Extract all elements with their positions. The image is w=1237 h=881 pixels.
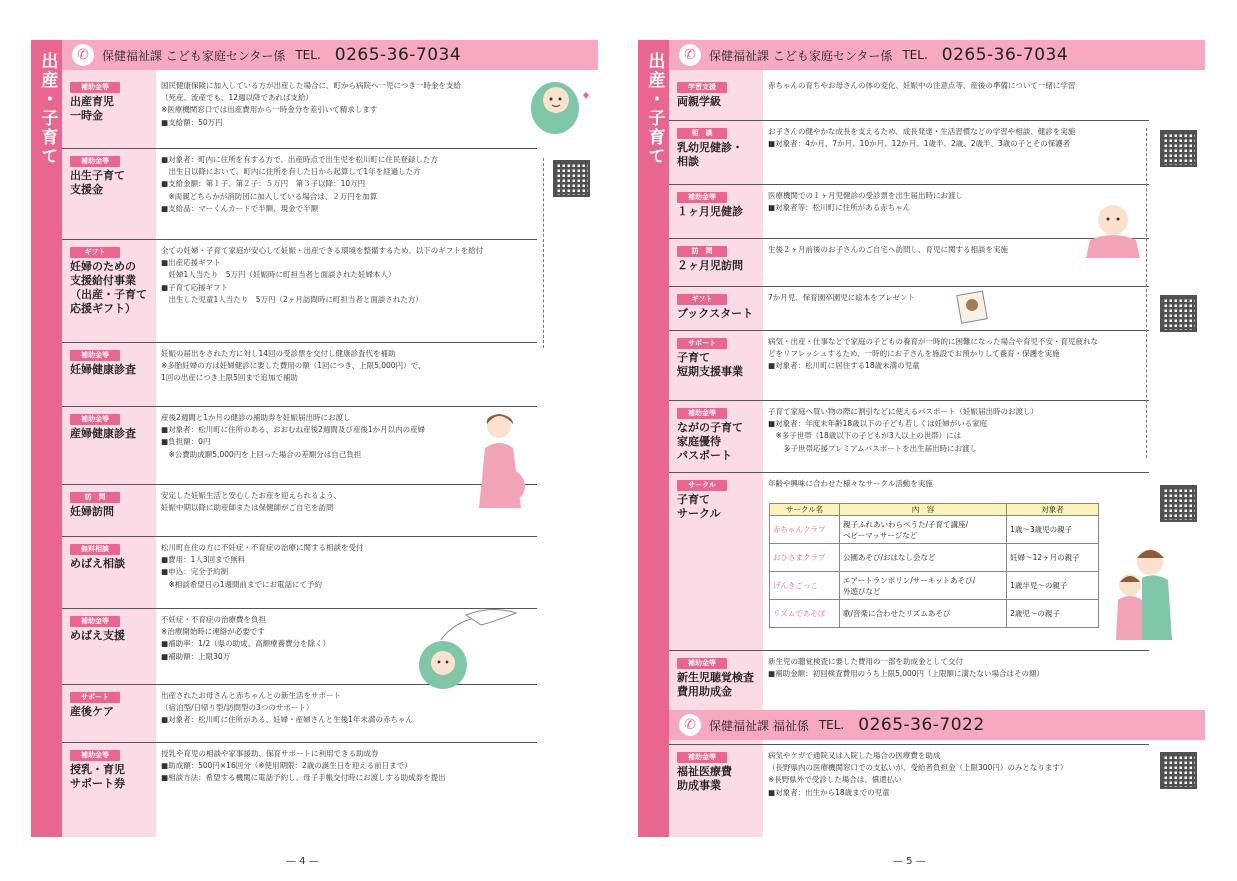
category-badge: 補助金等 xyxy=(677,408,727,419)
qr-divider xyxy=(543,158,544,348)
item-title: 出生子育て 支援金 xyxy=(70,169,125,196)
row-divider xyxy=(62,148,537,149)
item-description: お子さんの健やかな成長を支えるため、成長発達・生活習慣などの学習や相談、健診を実施 ■対象者：4か月、7か月、10か月、12か月、1歳半、2歳、2歳半、3歳の子とその保護者 xyxy=(768,127,1076,149)
item-title: 福祉医療費 助成事業 xyxy=(677,765,732,792)
item-title: ブックスタート xyxy=(677,307,754,320)
category-badge: 補助金等 xyxy=(677,658,727,669)
item-description: 不妊症・不育症の治療費を負担 ※治療開始時に連絡が必要です ■補助率：1/2（県の助成、高額療養費分を除く） ■補助額：上限30万 xyxy=(161,615,331,661)
item-title: めばえ支援 xyxy=(70,629,125,642)
item-title: 妊婦健康診査 xyxy=(70,363,136,376)
phone-icon: ✆ xyxy=(72,44,94,66)
qr-code xyxy=(1160,295,1197,332)
item-title: 新生児聴覚検査 費用助成金 xyxy=(677,671,754,698)
item-title: 授乳・育児 サポート券 xyxy=(70,763,125,790)
item-title: 子育て サークル xyxy=(677,493,721,520)
circle-table xyxy=(769,503,1099,628)
item-description: 年齢や興味に合わせた様々なサークル活動を実施 xyxy=(768,479,933,488)
table-cell: リズムであそぼ xyxy=(770,600,840,628)
row-divider xyxy=(62,406,537,407)
item-description: 安定した妊娠生活と安心したお産を迎えられるよう、 妊娠中期以降に助産師または保健師がご自宅を訪問 xyxy=(161,491,341,513)
category-badge: 補助金等 xyxy=(70,350,120,361)
table-header: 内 容 xyxy=(840,504,1007,516)
header-dept: 保健福祉課 福祉係 xyxy=(709,718,809,733)
category-badge: 補助金等 xyxy=(677,752,727,763)
category-badge: 無料相談 xyxy=(70,544,120,555)
category-badge: 補助金等 xyxy=(70,156,120,167)
row-divider xyxy=(62,342,537,343)
table-cell: 1歳～3歳児の親子 xyxy=(1007,516,1099,544)
row-divider xyxy=(62,536,537,537)
table-cell: 親子ふれあいわらべうた/子育て講座/ ベビーマッサージなど xyxy=(840,516,1007,544)
table-header: 対象者 xyxy=(1007,504,1099,516)
item-title: 両親学級 xyxy=(677,95,721,108)
row-divider xyxy=(669,184,1149,185)
item-description: ■対象者：町内に住所を有する方で、出産時点で出生児を松川町に住民登録した方 出生日以降において、町内に住所を有した日から起算して1年を経過した方 ■支給金額：第１子、第２子：５万円 第３子以降：10万円 ※両親どちらかが消防団に加入している場合は、２万円を加算 ■支給品：マーくんカードで半額、現金で半額 xyxy=(161,155,438,213)
table-cell: 妊婦～12ヶ月の親子 xyxy=(1007,544,1099,572)
category-badge: 訪 問 xyxy=(677,246,727,257)
item-title: 出産育児 一時金 xyxy=(70,95,114,122)
row-divider xyxy=(62,742,537,743)
baby-crawling-illustration xyxy=(1078,200,1148,265)
row-divider xyxy=(669,120,1149,121)
table-row xyxy=(770,516,1099,544)
picture-book-illustration xyxy=(956,290,990,324)
category-badge: 相 談 xyxy=(677,128,727,139)
header-tel-number: 0265-36-7034 xyxy=(334,45,462,65)
row-divider xyxy=(669,400,1149,401)
item-description: 医療機関での１ヶ月児健診の受診票を出生届出時にお渡し ■対象者等：松川町に住所がある赤ちゃん xyxy=(768,191,963,213)
item-title: 産婦健康診査 xyxy=(70,427,136,440)
header-dept: 保健福祉課 こども家庭センター係 xyxy=(709,48,893,63)
stork-baby-illustration xyxy=(411,605,521,700)
table-cell: おひさまクラブ xyxy=(770,544,840,572)
category-badge: ギフト xyxy=(70,247,120,258)
item-description: 松川町在住の方に不妊症・不育症の治療に関する相談を受付 ■費用：1人3回まで無料 ■申込：完全予約制 ※相談希望日の1週間前までにお電話にて予約 xyxy=(161,543,364,589)
category-badge: 補助金等 xyxy=(677,192,727,203)
qr-code xyxy=(1160,130,1197,167)
item-description: 新生児の聴覚検査に要した費用の一部を助成金として交付 ■補助金額：初回検査費用のうち上限5,000円（上限額に満たない場合はその額） xyxy=(768,657,1045,679)
item-description: 病気・出産・仕事などで家庭の子どもの養育が一時的に困難になった場合や育児不安・育児疲れな どをリフレッシュするため、一時的にお子さんを施設でお預かりして養育・保護を実施 ■対象者：松川町に居住する18歳未満の児童 xyxy=(768,337,1098,371)
table-cell: 歌/音楽に合わせたリズムあそび xyxy=(840,600,1007,628)
table-cell: エアートランポリン/サーキットあそび/ 外遊びなど xyxy=(840,572,1007,600)
item-description: 子育て家庭へ買い物の際に割引などに使えるパスポート（妊娠届出時のお渡し） ■対象者：年度末年齢18歳以下の子ども若しくは妊婦がいる家庭 ※多子世帯（18歳以下の子どもが3人以上の世帯）には 多子世帯応援プレミアムパスポートを出生届出時にお渡し xyxy=(768,407,1038,453)
right-header xyxy=(669,40,1205,70)
qr-code xyxy=(1160,752,1197,789)
qr-code xyxy=(1160,485,1197,522)
header-dept: 保健福祉課 こども家庭センター係 xyxy=(102,48,286,63)
item-title: 妊婦訪問 xyxy=(70,505,114,518)
header-tel-label: TEL. xyxy=(902,48,928,62)
header-tel-label: TEL. xyxy=(295,48,321,62)
item-title: 産後ケア xyxy=(70,705,114,718)
mother-child-illustration xyxy=(1108,540,1178,650)
row-divider xyxy=(669,286,1149,287)
item-description: 授乳や育児の相談や家事援助、保育サポートに利用できる助成券 ■助成額：500円×16回分（※使用期限：2歳の誕生日を迎える前日まで） ■相談方法：希望する機関に電話予約し、母子手帳交付時にお渡しする助成券を提出 xyxy=(161,749,446,783)
table-cell: げんきごっこ xyxy=(770,572,840,600)
row-divider xyxy=(669,238,1149,239)
table-row xyxy=(770,544,1099,572)
row-divider xyxy=(669,744,1149,745)
item-description: 出産されたお母さんと赤ちゃんとの新生活をサポート （宿泊型/日帰り型/訪問型の3つのサポート） ■対象者：松川町に住所がある、妊婦・産婦さんと生後1年未満の赤ちゃん xyxy=(161,691,413,725)
item-description: 生後２ヶ月前後のお子さんのご自宅へ訪問し、育児に関する相談を実施 xyxy=(768,245,1008,254)
phone-icon: ✆ xyxy=(679,714,701,736)
header-tel-label: TEL. xyxy=(818,718,845,732)
item-description: 産後2週間と1か月の健診の補助券を妊娠届出時にお渡し ■対象者：松川町に住所のある、おおむね産後2週間及び産後1か月以内の産婦 ■負担額：0円 ※公費助成額5,000円を上回った場合の差額分は自己負担 xyxy=(161,413,426,459)
item-title: １ヶ月児健診 xyxy=(677,205,743,218)
qr-code xyxy=(553,160,590,197)
category-badge: ギフト xyxy=(677,294,727,305)
item-description: 全ての妊婦・子育て家庭が安心して妊娠・出産できる環境を整備するため、以下のギフトを給付 ■出産応援ギフト 妊婦1人当たり 5万円（妊娠時に町担当者と面談された妊婦本人） ■子育て応援ギフト 出生した児童1人当たり 5万円（2ヶ月訪問時に町担当者と面談された方） xyxy=(161,246,484,304)
item-title: めばえ相談 xyxy=(70,557,125,570)
row-divider xyxy=(62,484,537,485)
row-divider xyxy=(62,239,537,240)
side-tab-label: 出産・子育て xyxy=(31,40,62,837)
left-page xyxy=(31,40,598,867)
item-description: 病気やケガで通院又は入院した場合の医療費を助成 （長野県内の医療機関窓口での支払いが、受給者負担金（上限300円）のみとなります） ※長野県外で受診した場合は、償還払い ■対象者：出生から18歳までの児童 xyxy=(768,751,1068,797)
category-badge: サポート xyxy=(70,692,120,703)
side-tab-label: 出産・子育て xyxy=(638,40,669,837)
item-title: ２ヶ月児訪問 xyxy=(677,259,743,272)
item-description: 赤ちゃんの育ちやお母さんの体の変化、妊娠中の注意点等、産後の準備について一緒に学習 xyxy=(768,81,1076,90)
item-title: ながの子育て 家庭優待 パスポート xyxy=(677,421,743,462)
item-title: 子育て 短期支援事業 xyxy=(677,351,743,378)
pregnant-woman-illustration xyxy=(469,408,529,528)
row-divider xyxy=(669,650,1149,651)
table-cell: 赤ちゃんクラブ xyxy=(770,516,840,544)
header-tel-number: 0265-36-7034 xyxy=(941,45,1069,65)
item-title: 乳幼児健診・ 相談 xyxy=(677,141,743,168)
phone-icon: ✆ xyxy=(679,44,701,66)
item-description: 妊娠の届出をされた方に対し14回の受診票を交付し健康診査代を補助 ※多胎妊婦の方は妊婦健診に要した費用の額（1回につき、上限5,000円）で、 1回の出産につき上限5回まで追加で補助 xyxy=(161,349,426,383)
category-badge: サポート xyxy=(677,338,727,349)
left-header xyxy=(62,40,598,70)
qr-divider xyxy=(1146,128,1147,458)
category-badge: 補助金等 xyxy=(70,82,120,93)
category-badge: 補助金等 xyxy=(70,750,120,761)
welfare-header xyxy=(669,710,1205,740)
item-description: 7か月児、保育園卒園児に絵本をプレゼント xyxy=(768,293,915,302)
table-cell: 2歳児～の親子 xyxy=(1007,600,1099,628)
header-tel-number: 0265-36-7022 xyxy=(858,715,985,735)
category-badge: 補助金等 xyxy=(70,616,120,627)
table-cell: 公園あそび/おはなし会など xyxy=(840,544,1007,572)
table-cell: 1歳半児～の親子 xyxy=(1007,572,1099,600)
right-page xyxy=(638,40,1205,867)
page-number: — 5 — xyxy=(893,856,926,867)
item-description: 国民健康保険に加入している方が出産した場合に、町から病院へ一児につき一時金を支給 （死産、流産でも、12週以降であれば支給） ※医療機関窓口では出産費用から一時金分を差引いて精求します ■支給額：50万円 xyxy=(161,81,461,127)
table-header: サークル名 xyxy=(770,504,840,516)
category-badge: 学習支援 xyxy=(677,82,727,93)
item-title: 妊婦のための 支援給付事業 （出産・子育て 応援ギフト） xyxy=(70,260,147,315)
row-divider xyxy=(669,330,1149,331)
table-row xyxy=(770,600,1099,628)
page-number: — 4 — xyxy=(286,856,319,867)
baby-swaddle-illustration xyxy=(523,68,593,138)
category-badge: 補助金等 xyxy=(70,414,120,425)
category-badge: サークル xyxy=(677,480,727,491)
row-divider xyxy=(669,472,1149,473)
category-badge: 訪 問 xyxy=(70,492,120,503)
table-row xyxy=(770,572,1099,600)
